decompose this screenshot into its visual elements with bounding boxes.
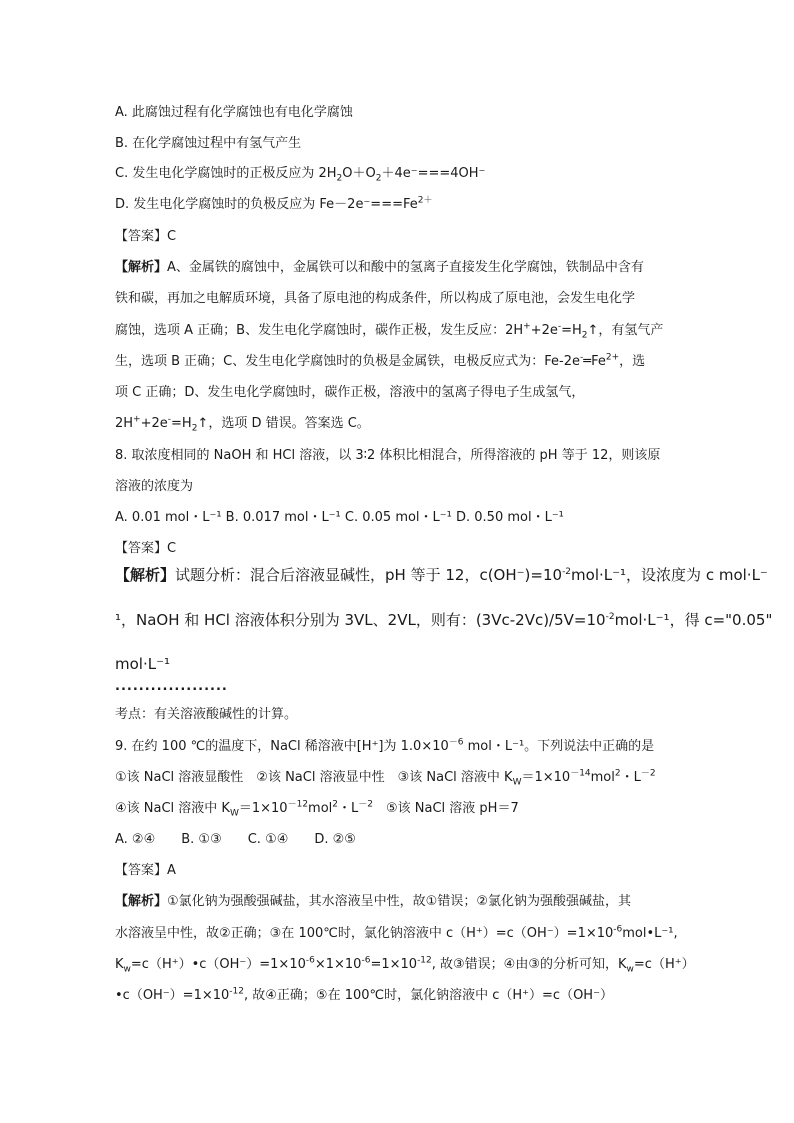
subscript: w xyxy=(123,964,131,975)
option-a-text: A. 此腐蚀过程有化学腐蚀也有电化学腐蚀 xyxy=(115,105,353,120)
explanation-text: , 故③错误；④由③的分析可知，K xyxy=(431,957,627,972)
explanation-text: 腐蚀，选项 A 正确；B、发生电化学腐蚀时，碳作正极，发生反应：2H xyxy=(115,323,524,338)
superscript: －6 xyxy=(448,737,464,748)
answer-9 xyxy=(115,862,176,880)
explanation-text: K xyxy=(115,957,124,972)
explanation-text: •c（OH⁻）=1×10 xyxy=(115,988,230,1003)
dotted-separator xyxy=(115,678,228,696)
superscript: 2＋ xyxy=(417,195,433,206)
subscript: w xyxy=(626,964,634,975)
explanation-9-line2 xyxy=(115,925,678,943)
answer-8 xyxy=(115,540,176,558)
explanation-tag: 【解析】 xyxy=(115,260,168,275)
explanation-8-line1 xyxy=(115,566,768,584)
superscript: －2 xyxy=(358,799,373,810)
question-text: 溶液的浓度为 xyxy=(115,479,194,494)
explanation-text: ①氯化钠为强酸强碱盐，其水溶液呈中性，故①错误；②氯化钠为强酸强碱盐，其 xyxy=(167,894,631,909)
explanation-text: =H xyxy=(561,323,582,338)
superscript: 2 xyxy=(332,799,339,810)
subscript: 2 xyxy=(375,173,382,184)
option-a xyxy=(115,104,353,122)
superscript: －14 xyxy=(570,768,591,779)
explanation-text: =H xyxy=(171,416,192,431)
explanation-text: ↑，有氢气产 xyxy=(587,323,664,338)
dots-text: ................... xyxy=(115,679,228,694)
explanation-text: 生，选项 B 正确；C、发生电化学腐蚀时的负极是金属铁，电极反应式为：Fe-2e xyxy=(115,354,580,369)
superscript: -6 xyxy=(305,955,315,966)
explanation-text: mol•L⁻¹, xyxy=(622,926,678,941)
explanation-7-line4 xyxy=(115,353,645,371)
subscript: W xyxy=(229,808,239,819)
explanation-9-line3 xyxy=(115,956,695,974)
option-c-text: O＋O xyxy=(342,166,376,181)
answer-text: 【答案】A xyxy=(115,863,176,878)
question-9-stem xyxy=(115,738,654,756)
subscript: W xyxy=(512,777,522,788)
subscript: 2 xyxy=(581,330,588,341)
explanation-7-line3 xyxy=(115,322,663,340)
explanation-text: 2H xyxy=(115,416,134,431)
statement-text: ④该 NaCl 溶液中 K xyxy=(115,801,230,816)
statement-text: ⑤该 NaCl 溶液 pH＝7 xyxy=(373,801,519,816)
superscript: -12 xyxy=(417,955,432,966)
superscript: -2 xyxy=(562,567,572,577)
explanation-8-line3 xyxy=(115,655,170,673)
superscript: 2+ xyxy=(605,352,620,363)
option-d-text: D. 发生电化学腐蚀时的负极反应为 Fe－2e⁻===Fe xyxy=(115,197,418,212)
explanation-text: , 故④正确；⑤在 100℃时，氯化钠溶液中 c（H⁺）=c（OH⁻） xyxy=(244,988,613,1003)
explanation-text: ×1×10 xyxy=(314,957,362,972)
options-text: A. ②④ B. ①③ C. ①④ D. ②⑤ xyxy=(115,832,356,847)
explanation-text: mol·L⁻¹，设浓度为 c mol·L⁻ xyxy=(571,566,768,584)
explanation-8-line2 xyxy=(115,611,772,629)
explanation-7-line6 xyxy=(115,415,370,433)
question-9-statements-2 xyxy=(115,800,519,818)
statement-text: ①该 NaCl 溶液显酸性 ②该 NaCl 溶液显中性 ③该 NaCl 溶液中 K xyxy=(115,770,513,785)
explanation-tag: 【解析】 xyxy=(115,566,176,584)
superscript: -2 xyxy=(605,612,615,622)
question-text: 9. 在约 100 ℃的温度下，NaCl 稀溶液中[H⁺]为 1.0×10 xyxy=(115,739,449,754)
superscript: - xyxy=(557,321,562,332)
explanation-text: ¹，NaOH 和 HCl 溶液体积分别为 3VL、2VL，则有：(3Vc-2Vc)/5V=10 xyxy=(115,611,606,629)
explanation-text: =c（H⁺） xyxy=(633,957,695,972)
superscript: - xyxy=(167,414,172,425)
superscript: －12 xyxy=(287,799,309,810)
explanation-text: mol·L⁻¹，得 c="0.05" xyxy=(614,611,773,629)
question-9-statements-1 xyxy=(115,769,656,787)
statement-text: mol xyxy=(590,770,615,785)
superscript: - xyxy=(580,352,584,363)
explanation-text: 水溶液呈中性，故②正确；③在 100℃时，氯化钠溶液中 c（H⁺）=c（OH⁻）=1×10 xyxy=(115,926,614,941)
knowledge-point xyxy=(115,706,297,724)
answer-7 xyxy=(115,228,176,246)
superscript: + xyxy=(523,321,531,332)
option-b-text: B. 在化学腐蚀过程中有氢气产生 xyxy=(115,136,302,151)
option-b xyxy=(115,135,301,153)
option-d xyxy=(115,196,432,214)
explanation-text: =1×10 xyxy=(370,957,418,972)
explanation-7-line2 xyxy=(115,290,635,308)
explanation-7-line1 xyxy=(115,259,644,277)
superscript: 2 xyxy=(614,768,621,779)
explanation-text: mol·L⁻¹ xyxy=(115,655,171,673)
explanation-tag: 【解析】 xyxy=(115,894,168,909)
superscript: -12 xyxy=(229,986,244,997)
question-text: mol・L⁻¹。下列说法中正确的是 xyxy=(463,739,655,754)
explanation-text: 项 C 正确；D、发生电化学腐蚀时，碳作正极，溶液中的氢离子得电子生成氢气， xyxy=(115,385,585,400)
subscript: 2 xyxy=(191,423,198,434)
explanation-text: +2e xyxy=(530,323,558,338)
superscript: + xyxy=(133,414,141,425)
explanation-text: =c（H⁺）•c（OH⁻）=1×10 xyxy=(130,957,306,972)
statement-text: ・L xyxy=(620,770,641,785)
statement-text: mol xyxy=(308,801,333,816)
question-text: 8. 取浓度相同的 NaOH 和 HCl 溶液，以 3∶2 体积比相混合，所得溶液的 pH 等于 12，则该原 xyxy=(115,448,661,463)
options-text: A. 0.01 mol・L⁻¹ B. 0.017 mol・L⁻¹ C. 0.05 mol・L⁻¹ D. 0.50 mol・L⁻¹ xyxy=(115,510,564,525)
option-c-text: ＋4e⁻===4OH⁻ xyxy=(381,166,486,181)
option-c-text: C. 发生电化学腐蚀时的正极反应为 2H xyxy=(115,166,337,181)
explanation-text: 铁和碳，再加之电解质环境，具备了原电池的构成条件，所以构成了原电池，会发生电化学 xyxy=(115,291,636,306)
statement-text: ＝1×10 xyxy=(521,770,571,785)
answer-text: 【答案】C xyxy=(115,541,177,556)
subscript: 2 xyxy=(336,173,343,184)
explanation-text: ，选 xyxy=(619,354,646,369)
explanation-7-line5 xyxy=(115,384,584,402)
superscript: －2 xyxy=(640,768,656,779)
statement-text: ・L xyxy=(338,801,359,816)
knowledge-point-text: 考点：有关溶液酸碱性的计算。 xyxy=(115,707,298,722)
explanation-text: A、金属铁的腐蚀中，金属铁可以和酸中的氢离子直接发生化学腐蚀，铁制品中含有 xyxy=(167,260,644,275)
question-9-options xyxy=(115,831,356,849)
explanation-text: +2e xyxy=(140,416,168,431)
question-8-stem-line1 xyxy=(115,447,660,465)
explanation-9-line4 xyxy=(115,987,613,1005)
explanation-text: ↑，选项 D 错误。答案选 C。 xyxy=(197,416,370,431)
superscript: -6 xyxy=(361,955,371,966)
explanation-9-line1 xyxy=(115,893,631,911)
option-c xyxy=(115,165,485,183)
explanation-text: ═Fe xyxy=(583,354,606,369)
superscript: -6 xyxy=(613,924,623,935)
statement-text: ＝1×10 xyxy=(238,801,288,816)
question-8-stem-line2 xyxy=(115,478,193,496)
explanation-text: 试题分析：混合后溶液显碱性，pH 等于 12，c(OH⁻)=10 xyxy=(175,566,563,584)
question-8-options xyxy=(115,509,564,527)
answer-text: 【答案】C xyxy=(115,229,177,244)
